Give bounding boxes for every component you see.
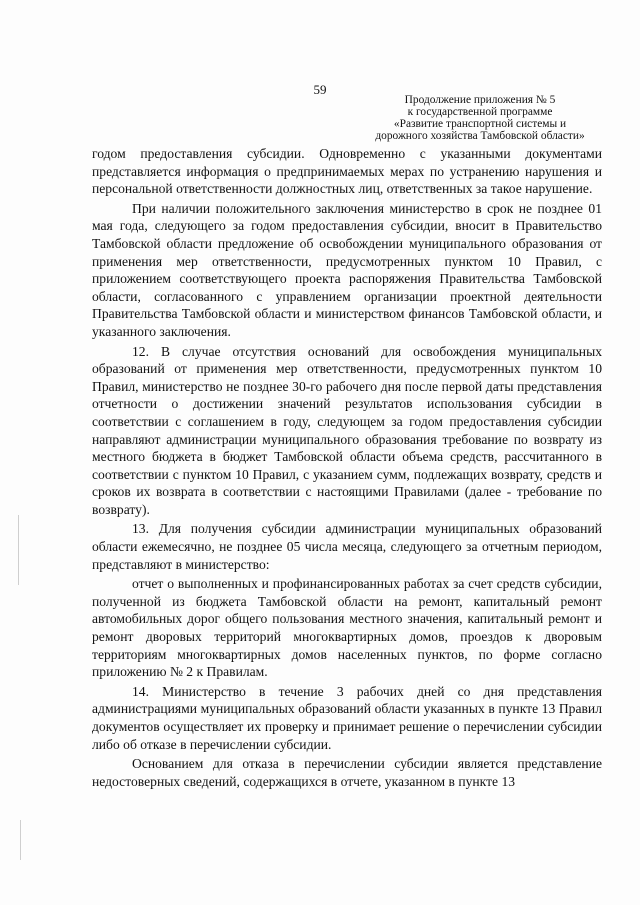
- paragraph-item-14: 14. Министерство в течение 3 рабочих дней со дня представления администрациями муниципальных образований области указанных в пункте 13 Правил документов осуществляет их проверку и принимает решение о перечислении субсидии либо об отказе в перечислении субсидии.: [92, 683, 602, 752]
- paragraph-continuation: годом предоставления субсидии. Одновременно с указанными документами представляется информация о предпринимаемых мерах по устранению нарушения и персональной ответственности должностных лиц, ответственных за такое нарушение.: [92, 146, 602, 197]
- scan-artifact: [20, 820, 21, 860]
- scan-artifact: [18, 515, 19, 585]
- paragraph-refusal-grounds: Основанием для отказа в перечислении субсидии является представление недостоверных сведений, содержащихся в отчете, указанном в пункте 13: [92, 756, 602, 789]
- paragraph-positive-conclusion: При наличии положительного заключения министерство в срок не позднее 01 мая года, следующего за годом предоставления субсидии, вносит в Правительство Тамбовской области предложение об освобождении муниципального образования от применения мер ответственности, предусмотренных пунктом 10 Правил, с приложением соответствующего проекта распоряжения Правительства Тамбовской области, согласованного с управлением организации проектной деятельности Правительства Тамбовской области и министерством финансов Тамбовской области, и указанного заключения.: [92, 200, 602, 339]
- appendix-header-line: «Развитие транспортной системы и: [393, 118, 567, 130]
- appendix-header: [330, 94, 630, 142]
- paragraph-item-12: 12. В случае отсутствия оснований для освобождения муниципальных образований от применения мер ответственности, предусмотренных пунктом 10 Правил, министерство не позднее 30-го рабочего дня после первой даты представления отчетности о достижении значений результатов использования субсидии в соответствии с соглашением в году, следующем за годом предоставления субсидии направляют администрации муниципального образования требование по возврату из местного бюджета в бюджет Тамбовской области объема средств, рассчитанного в соответствии с пунктом 10 Правил, с указанием сумм, подлежащих возврату, средств и сроков их возврата в соответствии с настоящими Правилами (далее - требование по возврату).: [92, 343, 602, 517]
- appendix-header-line: Продолжение приложения № 5: [404, 94, 556, 106]
- appendix-header-line: к государственной программе: [407, 106, 553, 118]
- paragraph-item-13: 13. Для получения субсидии администрации муниципальных образований области ежемесячно, не позднее 05 числа месяца, следующего за отчетным периодом, представляют в министерство:: [92, 521, 602, 572]
- appendix-header-line: дорожного хозяйства Тамбовской области»: [375, 130, 585, 142]
- document-body: [92, 145, 602, 790]
- paragraph-report: отчет о выполненных и профинансированных работах за счет средств субсидии, полученной из бюджета Тамбовской области на ремонт, капитальный ремонт автомобильных дорог общего пользования местного значения, капитальный ремонт и ремонт дворовых территорий многоквартирных домов, проездов к дворовым территориям многоквартирных домов населенных пунктов, по форме согласно приложению № 2 к Правилам.: [92, 576, 602, 680]
- page-number: 59: [313, 82, 327, 97]
